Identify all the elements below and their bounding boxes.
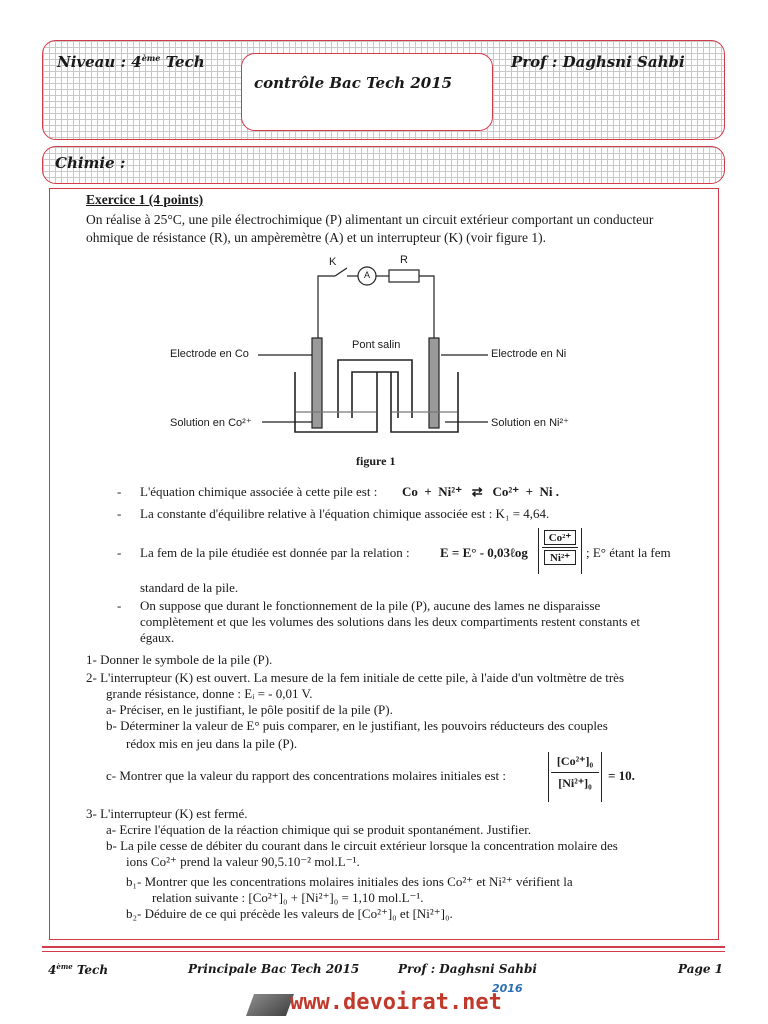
fem-tail: ; E° étant la fem	[586, 545, 671, 560]
watermark-year: 2016	[492, 982, 523, 995]
section-title: Chimie :	[55, 154, 126, 172]
bullet-fem-text: La fem de la pile étudiée est donnée par la relation :	[140, 545, 410, 560]
bridge-label: Pont salin	[352, 339, 401, 351]
prof-label: Prof : Daghsni Sahbi	[511, 53, 685, 71]
bullet-equation: Co + Ni²⁺ ⇄ Co²⁺ + Ni .	[402, 484, 560, 499]
level-label: Niveau : 4ème Tech	[57, 53, 205, 71]
bullet-constant: La constante d'équilibre relative à l'équation chimique associée est : K₁ = 4,64.	[140, 506, 550, 521]
fem-formula: E = E° - 0,03ℓog	[440, 545, 528, 560]
question-2-line-2: grande résistance, donne : Eᵢ = - 0,01 V.	[106, 686, 313, 701]
ratio-value: = 10.	[608, 768, 635, 783]
question-2b-line-1: b- Déterminer la valeur de E° puis comparer, en le justifiant, les pouvoirs réducteurs des couples	[106, 718, 608, 733]
question-3a: a- Ecrire l'équation de la réaction chimique qui se produit spontanément. Justifier.	[106, 822, 532, 837]
footer-rule	[42, 946, 725, 948]
footer-exam: Principale Bac Tech 2015	[188, 962, 360, 976]
question-3b-line-2: ions Co²⁺ prend la valeur 90,5.10⁻² mol.L⁻¹.	[126, 854, 360, 869]
exercise-heading: Exercice 1 (4 points)	[86, 192, 204, 207]
footer-level: 4ème Tech	[48, 962, 109, 977]
electrode-ni-label: Electrode en Ni	[491, 348, 567, 360]
exam-title: contrôle Bac Tech 2015	[254, 74, 453, 92]
question-3b-line-1: b- La pile cesse de débiter du courant dans le circuit extérieur lorsque la concentration molaire des	[106, 838, 618, 853]
electrode-co-label: Electrode en Co	[170, 348, 249, 360]
resistor-label: R	[400, 254, 408, 266]
bullet-equation-text: L'équation chimique associée à cette pile est :	[140, 484, 378, 499]
watermark-logo-icon	[246, 994, 294, 1016]
figure-caption: figure 1	[356, 454, 396, 468]
intro-line-1: On réalise à 25°C, une pile électrochimique (P) alimentant un circuit extérieur comportant un conducteur	[86, 212, 654, 227]
question-3: 3- L'interrupteur (K) est fermé.	[86, 806, 248, 821]
footer-page: Page 1	[678, 962, 724, 976]
bullet-assumption-3: égaux.	[140, 630, 175, 645]
question-3b1-line-1: b₁- Montrer que les concentrations molaires initiales des ions Co²⁺ et Ni²⁺ vérifient la	[126, 874, 573, 889]
question-1: 1- Donner le symbole de la pile (P).	[86, 652, 273, 667]
bullet-assumption-2: complètement et que les volumes des solutions dans les deux compartiments restent constants et	[140, 614, 641, 629]
question-3b2: b₂- Déduire de ce qui précède les valeurs de [Co²⁺]₀ et [Ni²⁺]₀.	[126, 906, 453, 921]
intro-line-2: ohmique de résistance (R), un ampèremètre (A) et un interrupteur (K) (voir figure 1).	[86, 230, 546, 245]
question-2a: a- Préciser, en le justifiant, le pôle positif de la pile (P).	[106, 702, 393, 717]
ratio-fraction: [Co²⁺]₀ [Ni²⁺]₀	[548, 752, 602, 802]
title-box	[241, 53, 493, 131]
fem-continuation: standard de la pile.	[140, 580, 239, 595]
footer-prof: Prof : Daghsni Sahbi	[398, 962, 537, 976]
question-2-line-1: 2- L'interrupteur (K) est ouvert. La mesure de la fem initiale de cette pile, à l'aide d'un voltmètre de très	[86, 670, 625, 685]
ammeter-label: A	[364, 270, 371, 280]
watermark-text[interactable]: www.devoirat.net	[290, 990, 502, 1015]
question-2b-line-2: rédox mis en jeu dans la pile (P).	[126, 736, 298, 751]
switch-label: K	[329, 256, 337, 268]
solution-co-label: Solution en Co²⁺	[170, 417, 252, 429]
solution-ni-label: Solution en Ni²⁺	[491, 417, 569, 429]
header-banner	[42, 40, 725, 140]
section-banner	[42, 146, 725, 184]
fem-fraction: Co²⁺ Ni²⁺	[538, 528, 582, 574]
question-2c: c- Montrer que la valeur du rapport des concentrations molaires initiales est :	[106, 768, 506, 783]
question-3b1-line-2: relation suivante : [Co²⁺]₀ + [Ni²⁺]₀ = 1,10 mol.L⁻¹.	[152, 890, 424, 905]
bullet-assumption-1: On suppose que durant le fonctionnement de la pile (P), aucune des lames ne disparaisse	[140, 598, 601, 613]
